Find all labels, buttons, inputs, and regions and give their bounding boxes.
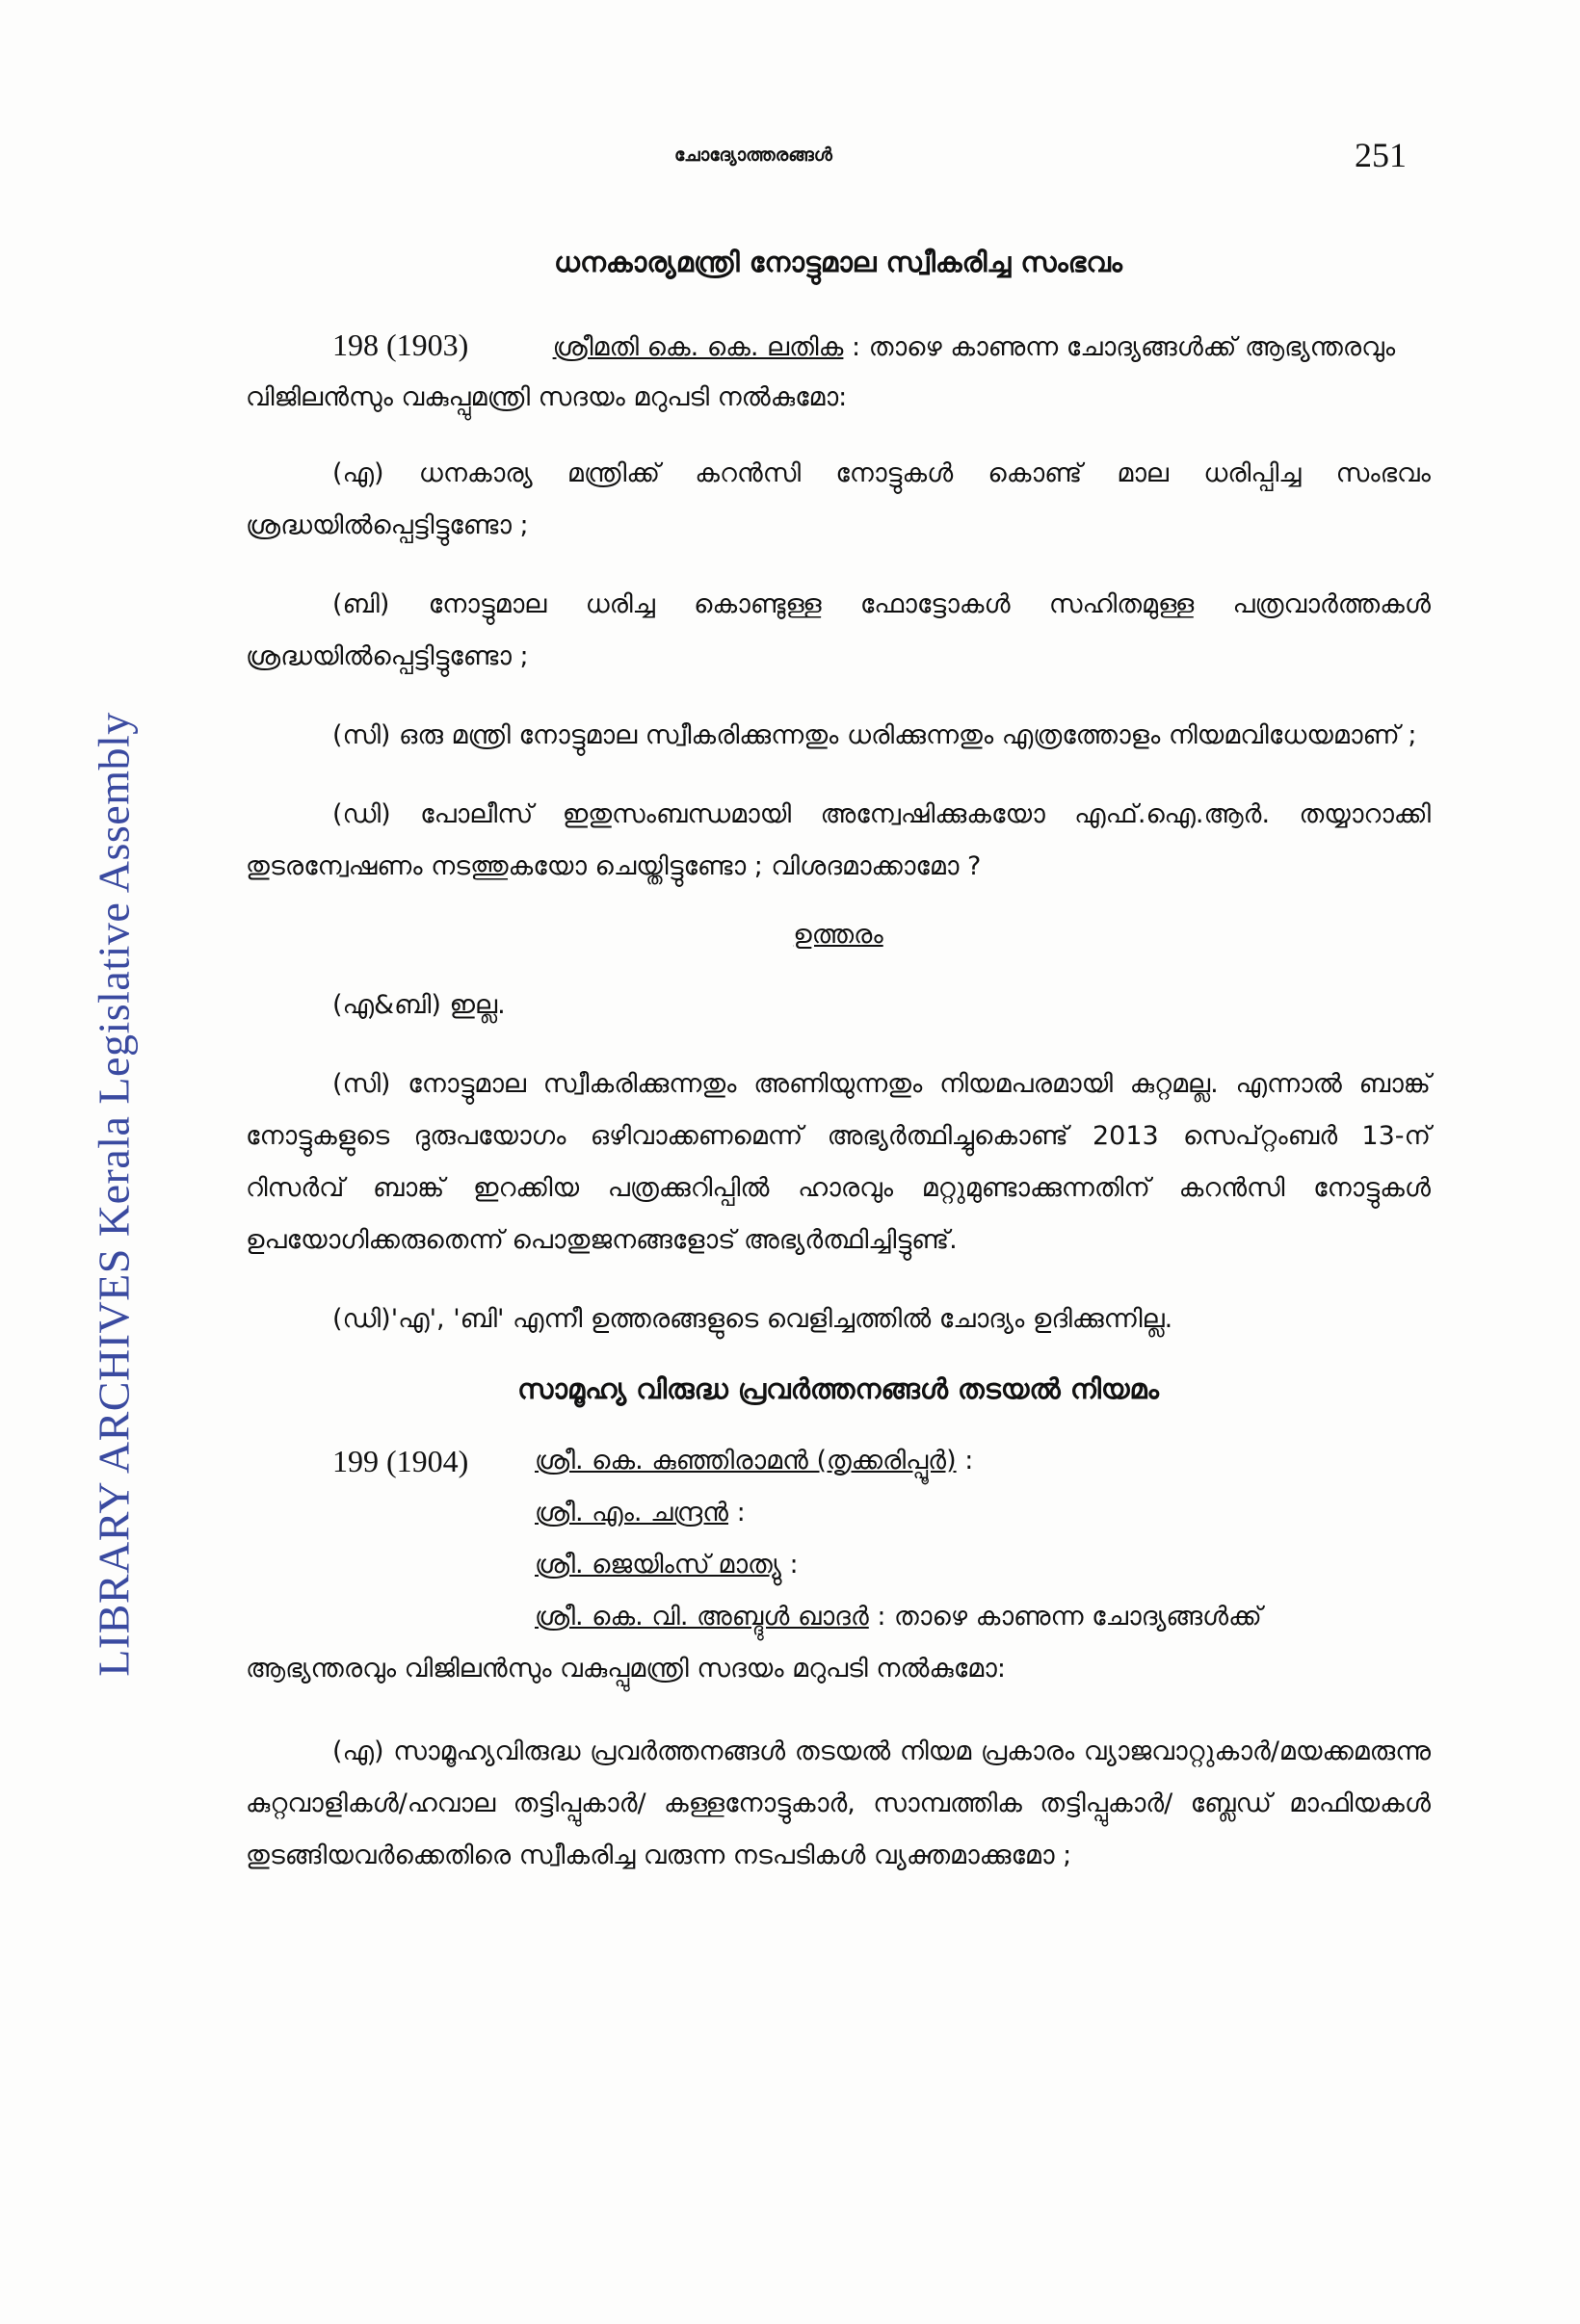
question-199-number: 199 (1904) — [332, 1444, 469, 1478]
question-199-member-row-4 — [246, 1591, 1431, 1643]
question-199-member-1: ശ്രീ. കെ. കുഞ്ഞിരാമൻ (തൃക്കരിപ്പൂർ) — [535, 1446, 957, 1475]
question-198-part-d: (ഡി) പോലീസ് ഇതുസംബന്ധമായി അന്വേഷിക്കുകയോ എഫ്.ഐ.ആർ. തയ്യാറാക്കി തുടരന്വേഷണം നടത്തുകയോ ചെയ്തിട്ടുണ്ടോ ; വിശദമാക്കാമോ ? — [246, 799, 1431, 881]
question-198-intro — [246, 320, 1431, 423]
member-separator: : — [780, 1550, 799, 1580]
answer-c: (സി) നോട്ടുമാല സ്വീകരിക്കുന്നതും അണിയുന്നതും നിയമപരമായി കുറ്റമല്ല. എന്നാൽ ബാങ്ക് നോട്ടുകളുടെ ദുരുപയോഗം ഒഴിവാക്കണമെന്ന് അഭ്യർത്ഥിച്ചുകൊണ്ട് 2013 സെപ്റ്റംബർ 13-ന് റിസർവ് ബാങ്ക് ഇറക്കിയ പത്രക്കുറിപ്പിൽ ഹാരവും മറ്റുമുണ്ടാക്കുന്നതിന് കറൻസി നോട്ടുകൾ ഉപയോഗിക്കരുതെന്ന് പൊതുജനങ്ങളോട് അഭ്യർത്ഥിച്ചിട്ടുണ്ട്. — [246, 1069, 1431, 1255]
answer-title: ഉത്തരം — [793, 920, 883, 950]
question-198-member: ശ്രീമതി കെ. കെ. ലതിക — [552, 332, 844, 362]
answer-d: (ഡി)'എ', 'ബി' എന്നീ ഉത്തരങ്ങളുടെ വെളിച്ചത്തിൽ ചോദ്യം ഉദിക്കുന്നില്ല. — [332, 1304, 1173, 1334]
member-separator: : — [956, 1446, 974, 1475]
question-199-heading: സാമൂഹ്യ വിരുദ്ധ പ്രവർത്തനങ്ങൾ തടയൽ നിയമം — [517, 1372, 1159, 1405]
question-199 — [246, 1372, 1431, 1882]
question-199-member-4: ശ്രീ. കെ. വി. അബ്ദുൾ ഖാദർ — [535, 1602, 869, 1632]
question-198-part-b: (ബി) നോട്ടുമാല ധരിച്ച കൊണ്ടുള്ള ഫോട്ടോകൾ സഹിതമുള്ള പത്രവാർത്തകൾ ശ്രദ്ധയിൽപ്പെട്ടിട്ടുണ്ടോ ; — [246, 589, 1431, 671]
archive-watermark: LIBRARY ARCHIVES Kerala Legislative Assembly — [89, 712, 139, 1677]
question-199-member-row-1 — [246, 1435, 1431, 1487]
question-198-part-c: (സി) ഒരു മന്ത്രി നോട്ടുമാല സ്വീകരിക്കുന്നതും ധരിക്കുന്നതും എത്രത്തോളം നിയമവിധേയമാണ് ; — [332, 720, 1417, 750]
member-separator: : — [727, 1498, 746, 1528]
question-198 — [246, 246, 1431, 1345]
question-198-heading: ധനകാര്യമന്ത്രി നോട്ടുമാല സ്വീകരിച്ച സംഭവം — [554, 246, 1122, 278]
page-content — [246, 246, 1431, 1909]
question-199-member-2: ശ്രീ. എം. ചന്ദ്രൻ — [535, 1498, 728, 1528]
question-198-part-a: (എ) ധനകാര്യ മന്ത്രിക്ക് കറൻസി നോട്ടുകൾ കൊണ്ട് മാല ധരിപ്പിച്ച സംഭവം ശ്രദ്ധയിൽപ്പെട്ടിട്ടുണ്ടോ ; — [246, 458, 1431, 540]
answer-ab: (എ&ബി) ഇല്ല. — [332, 990, 506, 1020]
running-head: ചോദ്യോത്തരങ്ങൾ — [674, 144, 832, 166]
question-199-member-row-2 — [246, 1487, 1431, 1539]
question-199-intro-continuation: ആഭ്യന്തരവും വിജിലൻസും വകുപ്പുമന്ത്രി സദയം മറുപടി നൽകുമോ: — [246, 1654, 1006, 1684]
page-number: 251 — [1355, 136, 1407, 174]
question-198-intro-text: : താഴെ കാണുന്ന ചോദ്യങ്ങൾക്ക് ആഭ്യന്തരവും വിജിലൻസും വകുപ്പുമന്ത്രി സദയം മറുപടി നൽകുമോ: — [246, 332, 1396, 412]
question-199-member-3: ശ്രീ. ജെയിംസ് മാത്യു — [535, 1550, 781, 1580]
question-199-intro-text: : താഴെ കാണുന്ന ചോദ്യങ്ങൾക്ക് — [877, 1602, 1262, 1632]
question-199-part-a: (എ) സാമൂഹ്യവിരുദ്ധ പ്രവർത്തനങ്ങൾ തടയൽ നിയമ പ്രകാരം വ്യാജവാറ്റുകാർ/മയക്കമരുന്നു കുറ്റവാളികൾ/ഹവാല തട്ടിപ്പുകാർ/ കള്ളനോട്ടുകാർ, സാമ്പത്തിക തട്ടിപ്പുകാർ/ ബ്ലേഡ് മാഫിയകൾ തുടങ്ങിയവർക്കെതിരെ സ്വീകരിച്ച വരുന്ന നടപടികൾ വ്യക്തമാക്കുമോ ; — [246, 1736, 1431, 1870]
question-198-number: 198 (1903) — [332, 327, 469, 362]
question-199-member-row-3 — [246, 1539, 1431, 1591]
